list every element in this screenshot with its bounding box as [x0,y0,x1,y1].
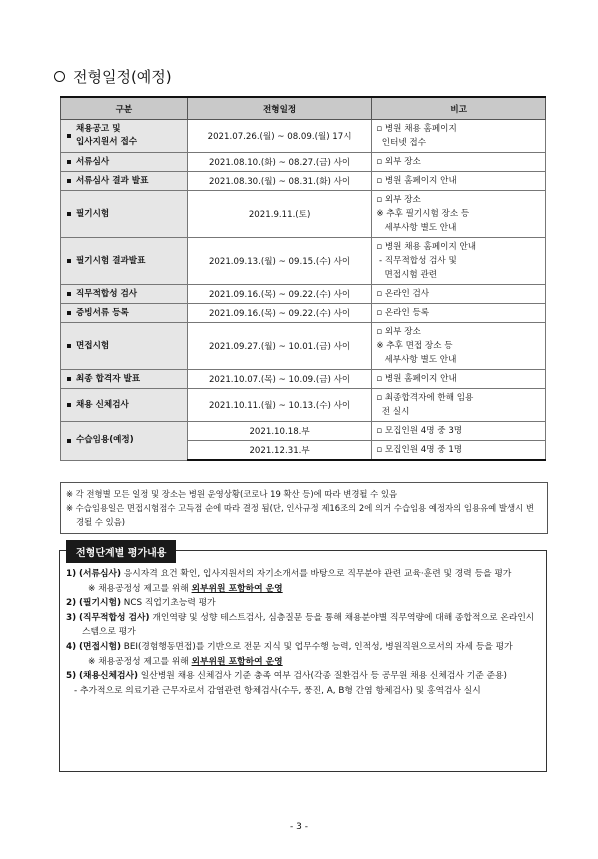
row-category [61,304,188,323]
evaluation-item-5-detail: - 추가적으로 의료기관 근무자로서 감염관련 항체검사(수두, 풍진, A, B형 간염 항체검사) 및 홍역검사 실시 [74,685,481,696]
row-category [61,153,188,172]
evaluation-item-3 [66,611,541,640]
table-row [61,370,546,389]
table-row [61,120,546,153]
row-category [61,238,188,285]
evaluation-item-2 [66,596,541,611]
evaluation-item-4-note [66,655,541,670]
table-row [61,172,546,191]
category-label: 면접시험 [76,340,110,351]
remark-line: ▫ 외부 장소 [376,157,421,167]
remark-line: ▫ 외부 장소 [376,195,421,205]
table-row [61,285,546,304]
row-remarks [372,304,546,323]
category-label: 증빙서류 등록 [76,307,129,318]
note-emphasis: 외부위원 포함하여 운영 [191,583,283,594]
item-text: 일산병원 채용 신체검사 기준 충족 여부 검사(각종 질환검사 등 공무원 채용 신체검사 기준 준용) [137,671,507,682]
item-number: 1) [66,569,77,579]
section-title: 전형일정(예정) [73,68,172,86]
item-text: 응시자격 요건 확인, 입사지원서의 자기소개서를 바탕으로 직무분야 관련 교육·훈련 및 경력 등을 평가 [121,569,512,579]
item-text: BEI(경험행동면접)를 기반으로 전문 지식 및 업무수행 능력, 인적성, 병원직원으로서의 자세 등을 평가 [121,641,513,652]
remark-line: 면접시험 관련 [376,270,438,280]
row-category [61,389,188,422]
row-remarks [372,370,546,389]
row-category [61,120,188,153]
row-schedule: 2021.10.11.(월) ~ 10.13.(수) 사이 [187,389,371,422]
row-remarks [372,389,546,422]
remark-line: 세부사항 별도 안내 [376,223,457,233]
evaluation-item-1 [66,567,541,582]
table-row [61,304,546,323]
table-row [61,238,546,285]
item-number: 4) [66,641,77,652]
item-text: NCS 직업기초능력 평가 [121,598,216,609]
page-number: - 3 - [290,822,308,832]
square-bullet-icon [67,292,71,296]
header-category: 구분 [61,97,188,120]
remark-line: ▫ 병원 홈페이지 안내 [376,374,457,384]
row-category [61,172,188,191]
table-row [61,191,546,238]
evaluation-item-4 [66,640,541,655]
category-label: 채용 신체검사 [76,399,129,410]
item-number: 2) [66,598,77,609]
remark-line: - 직무적합성 검사 및 [376,256,457,266]
square-bullet-icon [67,179,71,183]
category-label: 서류심사 [76,156,110,167]
note-prefix: ※ 채용공정성 제고를 위해 [88,583,192,594]
remark-line: ※ 추후 필기시험 장소 등 [376,209,470,219]
row-remarks [372,422,546,441]
evaluation-item-5 [66,669,541,684]
row-schedule: 2021.09.16.(목) ~ 09.22.(수) 사이 [187,304,371,323]
square-bullet-icon [67,259,71,263]
square-bullet-icon [67,311,71,315]
square-bullet-icon [67,212,71,216]
row-category [61,370,188,389]
schedule-table-body [61,120,546,461]
item-label: (채용신체검사) [78,671,138,682]
section-heading [54,66,172,87]
item-label: (필기시험) [78,598,121,609]
square-bullet-icon [67,160,71,164]
item-label: (면접시험) [78,641,121,652]
remark-line: 인터넷 접수 [376,138,427,148]
schedule-table [60,96,546,461]
remark-line: ※ 추후 면접 장소 등 [376,341,453,351]
item-text: 개인역량 및 성향 테스트검사, 심층질문 등을 통해 채용분야별 직무역량에 대해 종합적으로 온라인시스템으로 평가 [82,612,535,638]
header-remarks: 비고 [372,97,546,120]
evaluation-body [66,567,541,698]
category-label: 채용공고 및 입사지원서 접수 [76,124,138,147]
evaluation-title: 전형단계별 평가내용 [66,540,176,563]
header-schedule: 전형일정 [187,97,371,120]
item-label: (서류심사) [78,569,121,579]
category-label: 최종 합격자 발표 [76,373,141,384]
row-category [61,323,188,370]
remark-line: ▫ 모집인원 4명 중 3명 [376,426,463,436]
square-bullet-icon [67,134,71,138]
remark-line: ▫ 모집인원 4명 중 1명 [376,445,463,455]
row-remarks [372,172,546,191]
row-remarks [372,238,546,285]
row-schedule: 2021.9.11.(토) [187,191,371,238]
row-schedule: 2021.09.13.(월) ~ 09.15.(수) 사이 [187,238,371,285]
row-category [61,285,188,304]
note-prefix: ※ 채용공정성 제고를 위해 [88,656,192,667]
square-bullet-icon [67,439,71,443]
table-row [61,389,546,422]
row-remarks [372,323,546,370]
notice-line: ※ 수습임용일은 면접시험점수 고득점 순에 따라 결정 됨(단, 인사규정 제16조의 2에 의거 수습임용 예정자의 임용유예 발생시 변경될 수 있음) [66,503,534,527]
row-remarks [372,153,546,172]
remark-line: ▫ 온라인 검사 [376,289,430,299]
square-bullet-icon [67,403,71,407]
row-schedule: 2021.10.18.부 [187,422,371,441]
remark-line: 세부사항 별도 안내 [376,355,457,365]
item-number: 3) [66,612,77,623]
row-schedule: 2021.08.30.(월) ~ 08.31.(화) 사이 [187,172,371,191]
table-header-row [61,97,546,120]
item-label: (직무적합성 검사) [78,612,150,623]
notice-box [60,482,548,534]
table-row [61,422,546,441]
table-row [61,323,546,370]
remark-line: ▫ 병원 홈페이지 안내 [376,176,457,186]
circle-bullet-icon [54,71,65,82]
remark-line: ▫ 병원 채용 홈페이지 [376,124,457,134]
row-schedule: 2021.09.27.(월) ~ 10.01.(금) 사이 [187,323,371,370]
row-schedule: 2021.09.16.(목) ~ 09.22.(수) 사이 [187,285,371,304]
row-schedule: 2021.08.10.(화) ~ 08.27.(금) 사이 [187,153,371,172]
item-number: 5) [66,671,77,682]
remark-line: ▫ 최종합격자에 한해 임용 [376,393,474,403]
category-label: 필기시험 [76,208,110,219]
evaluation-item-1-note [66,582,541,597]
notice-line: ※ 각 전형별 모든 일정 및 장소는 병원 운영상황(코로나 19 확산 등)에 따라 변경될 수 있음 [66,489,398,499]
square-bullet-icon [67,344,71,348]
row-schedule: 2021.12.31.부 [187,441,371,461]
row-category [61,191,188,238]
remark-line: ▫ 온라인 등록 [376,308,430,318]
category-label: 서류심사 결과 발표 [76,175,149,186]
category-label: 필기시험 결과발표 [76,255,146,266]
row-schedule: 2021.07.26.(월) ~ 08.09.(월) 17시 [187,120,371,153]
category-label: 직무적합성 검사 [76,288,138,299]
row-category [61,422,188,461]
remark-line: ▫ 병원 채용 홈페이지 안내 [376,242,477,252]
row-remarks [372,191,546,238]
note-emphasis: 외부위원 포함하여 운영 [191,656,283,667]
row-schedule: 2021.10.07.(목) ~ 10.09.(금) 사이 [187,370,371,389]
table-row [61,153,546,172]
row-remarks [372,120,546,153]
remark-line: ▫ 외부 장소 [376,327,421,337]
square-bullet-icon [67,377,71,381]
row-remarks [372,441,546,461]
row-remarks [372,285,546,304]
remark-line: 전 실시 [376,407,410,417]
category-label: 수습임용(예정) [76,435,134,446]
